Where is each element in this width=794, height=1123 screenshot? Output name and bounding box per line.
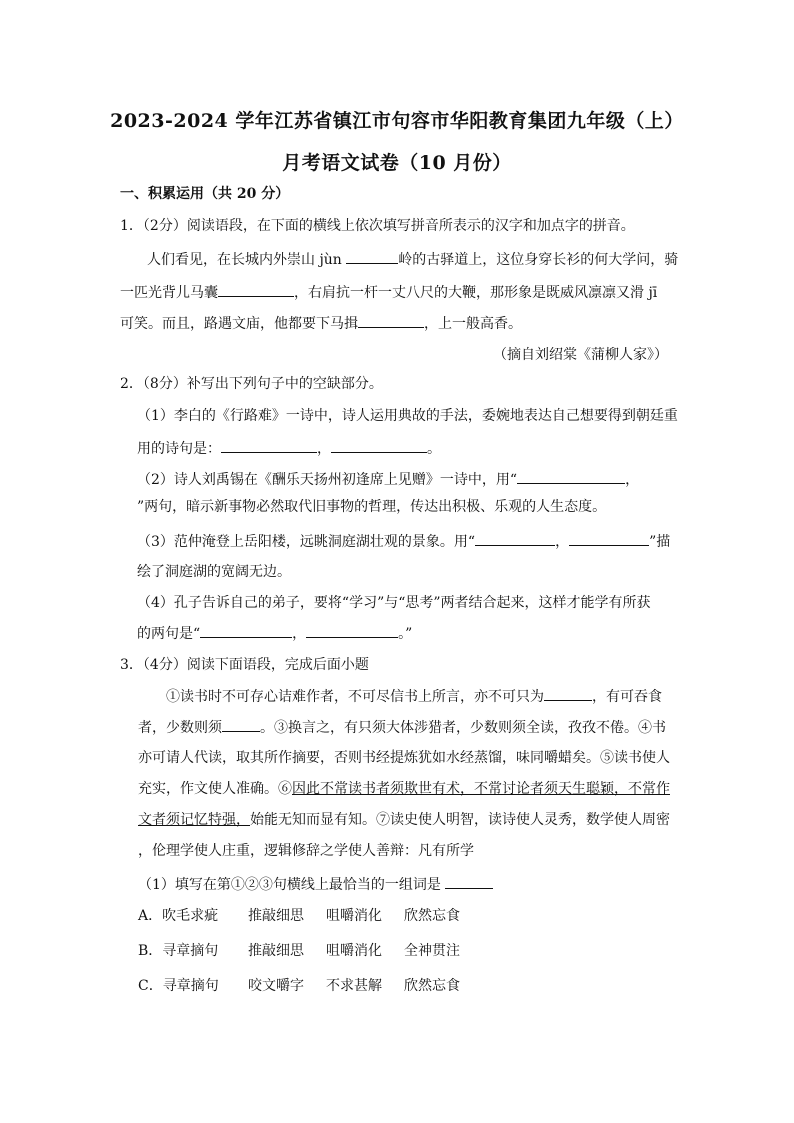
question-1-passage-line2 (120, 282, 657, 303)
passage-text: 岭的古驿道上，这位身穿长衫的何大学问，骑 (398, 252, 679, 268)
option-c[interactable] (138, 976, 460, 996)
option-word: 咀嚼消化 (326, 943, 382, 959)
question-1-stem: 1．（2分）阅读语段，在下面的横线上依次填写拼音所表示的汉字和加点字的拼音。 (120, 218, 635, 234)
option-label: C．寻章摘句 (138, 978, 219, 994)
answer-blank[interactable] (331, 438, 427, 453)
question-2-stem: 2．（8分）补写出下列句子中的空缺部分。 (120, 376, 383, 392)
question-3-passage-line2 (138, 717, 666, 738)
question-3-stem: 3．（4分）阅读下面语段，完成后面小题 (120, 657, 369, 673)
answer-blank[interactable] (358, 313, 424, 328)
answer-blank[interactable] (346, 249, 398, 264)
option-word: 咬文嚼字 (248, 978, 304, 994)
item-text: ， (625, 472, 640, 488)
question-2-item2-line1 (137, 469, 639, 490)
answer-blank[interactable] (306, 623, 398, 638)
underlined-sentence: 文者须记忆特强， (138, 812, 250, 828)
answer-blank[interactable] (222, 717, 260, 732)
option-label: A．吹毛求疵 (138, 908, 219, 924)
passage-text: ，上一般高香。 (424, 316, 522, 332)
passage-text: 始能无知而显有知。⑦读史使人明智，读诗使人灵秀，数学使人周密 (250, 812, 670, 828)
answer-blank[interactable] (445, 874, 493, 889)
option-word: 推敲细思 (248, 908, 304, 924)
option-word: 欣然忘食 (404, 978, 460, 994)
item-text: （2）诗人刘禹锡在《酬乐天扬州初逢席上见赠》一诗中，用“ (137, 472, 518, 488)
question-1-passage-line1 (147, 249, 678, 270)
question-2-item2-line2: ”两句，暗示新事物必然取代旧事物的哲理，传达出积极、乐观的人生态度。 (137, 499, 607, 515)
question-3-sub1 (138, 874, 493, 895)
section-heading: 一、积累运用（共 20 分） (120, 186, 290, 202)
passage-text: ①读书时不可存心诘难作者，不可尽信书上所言，亦不可只为 (166, 689, 544, 705)
item-text: ”描 (649, 534, 671, 550)
option-label: B．寻章摘句 (138, 943, 219, 959)
passage-text: ，右肩抗一杆一丈八尺的大鞭，那形象是既威风凛凛又滑 jī (294, 285, 658, 301)
answer-blank[interactable] (475, 531, 555, 546)
answer-blank[interactable] (517, 469, 625, 484)
option-word: 全神贯注 (404, 943, 460, 959)
item-text: 用的诗句是： (137, 441, 221, 457)
question-2-item1-line2 (137, 438, 441, 459)
option-word: 推敲细思 (248, 943, 304, 959)
question-2-item3-line1 (137, 531, 670, 552)
passage-text: ，有可吞食 (592, 689, 662, 705)
question-3-passage-line5 (138, 810, 670, 830)
passage-text: 一匹光背儿马囊 (120, 285, 218, 301)
question-3-passage-line3: 亦可请人代读，取其所作摘要，否则书经提炼犹如水经蒸馏，味同嚼蜡矣。⑤读书使人 (138, 750, 670, 766)
question-1-source: （摘自刘绍棠《蒲柳人家》） (493, 347, 668, 363)
option-word: 欣然忘食 (404, 908, 460, 924)
item-text: 。” (398, 626, 413, 642)
passage-text: 充实，作文使人准确。⑥ (138, 781, 292, 797)
question-3-passage-line6: ，伦理学使人庄重，逻辑修辞之学使人善辩：凡有所学 (138, 843, 474, 859)
question-1-passage-line3 (120, 313, 522, 334)
item-text: （3）范仲淹登上岳阳楼，远眺洞庭湖壮观的景象。用“ (137, 534, 476, 550)
passage-text: 者，少数则须 (138, 720, 222, 736)
passage-text: 可笑。而且，路遇文庙，他都要下马揖 (120, 316, 358, 332)
item-text: 。 (427, 441, 441, 457)
item-text: ， (555, 534, 570, 550)
underlined-sentence: 因此不常读书者须欺世有术，不常讨论者须天生聪颖，不常作 (292, 781, 670, 797)
item-text: 的两句是“ (137, 626, 201, 642)
question-2-item3-line2: 绘了洞庭湖的宽阔无边。 (137, 564, 291, 580)
question-2-item4-line1: （4）孔子告诉自己的弟子，要将“学习”与“思考”两者结合起来，这样才能学有所获 (137, 595, 651, 611)
option-word: 咀嚼消化 (326, 908, 382, 924)
exam-title-line1: 2023-2024 学年江苏省镇江市句容市华阳教育集团九年级（上） (110, 110, 684, 132)
passage-text: 。③换言之，有只须大体涉猎者，少数则须全读，孜孜不倦。④书 (260, 720, 666, 736)
option-a[interactable] (138, 906, 460, 926)
option-word: 不求甚解 (326, 978, 382, 994)
question-2-item4-line2 (137, 623, 412, 644)
sub-question-text: （1）填写在第①②③句横线上最恰当的一组词是 (138, 877, 441, 893)
question-2-item1-line1: （1）李白的《行路难》一诗中，诗人运用典故的手法，委婉地表达自己想要得到朝廷重 (137, 408, 678, 424)
answer-blank[interactable] (218, 282, 294, 297)
question-3-passage-line1 (166, 686, 662, 707)
question-3-passage-line4 (138, 779, 670, 799)
item-text: ， (317, 441, 331, 457)
item-text: ， (292, 626, 307, 642)
option-b[interactable] (138, 941, 460, 961)
passage-text: 人们看见，在长城内外崇山 jùn (147, 252, 342, 268)
answer-blank[interactable] (200, 623, 292, 638)
answer-blank[interactable] (221, 438, 317, 453)
answer-blank[interactable] (544, 686, 592, 701)
exam-title-line2: 月考语文试卷（10 月份） (282, 152, 512, 174)
answer-blank[interactable] (569, 531, 649, 546)
